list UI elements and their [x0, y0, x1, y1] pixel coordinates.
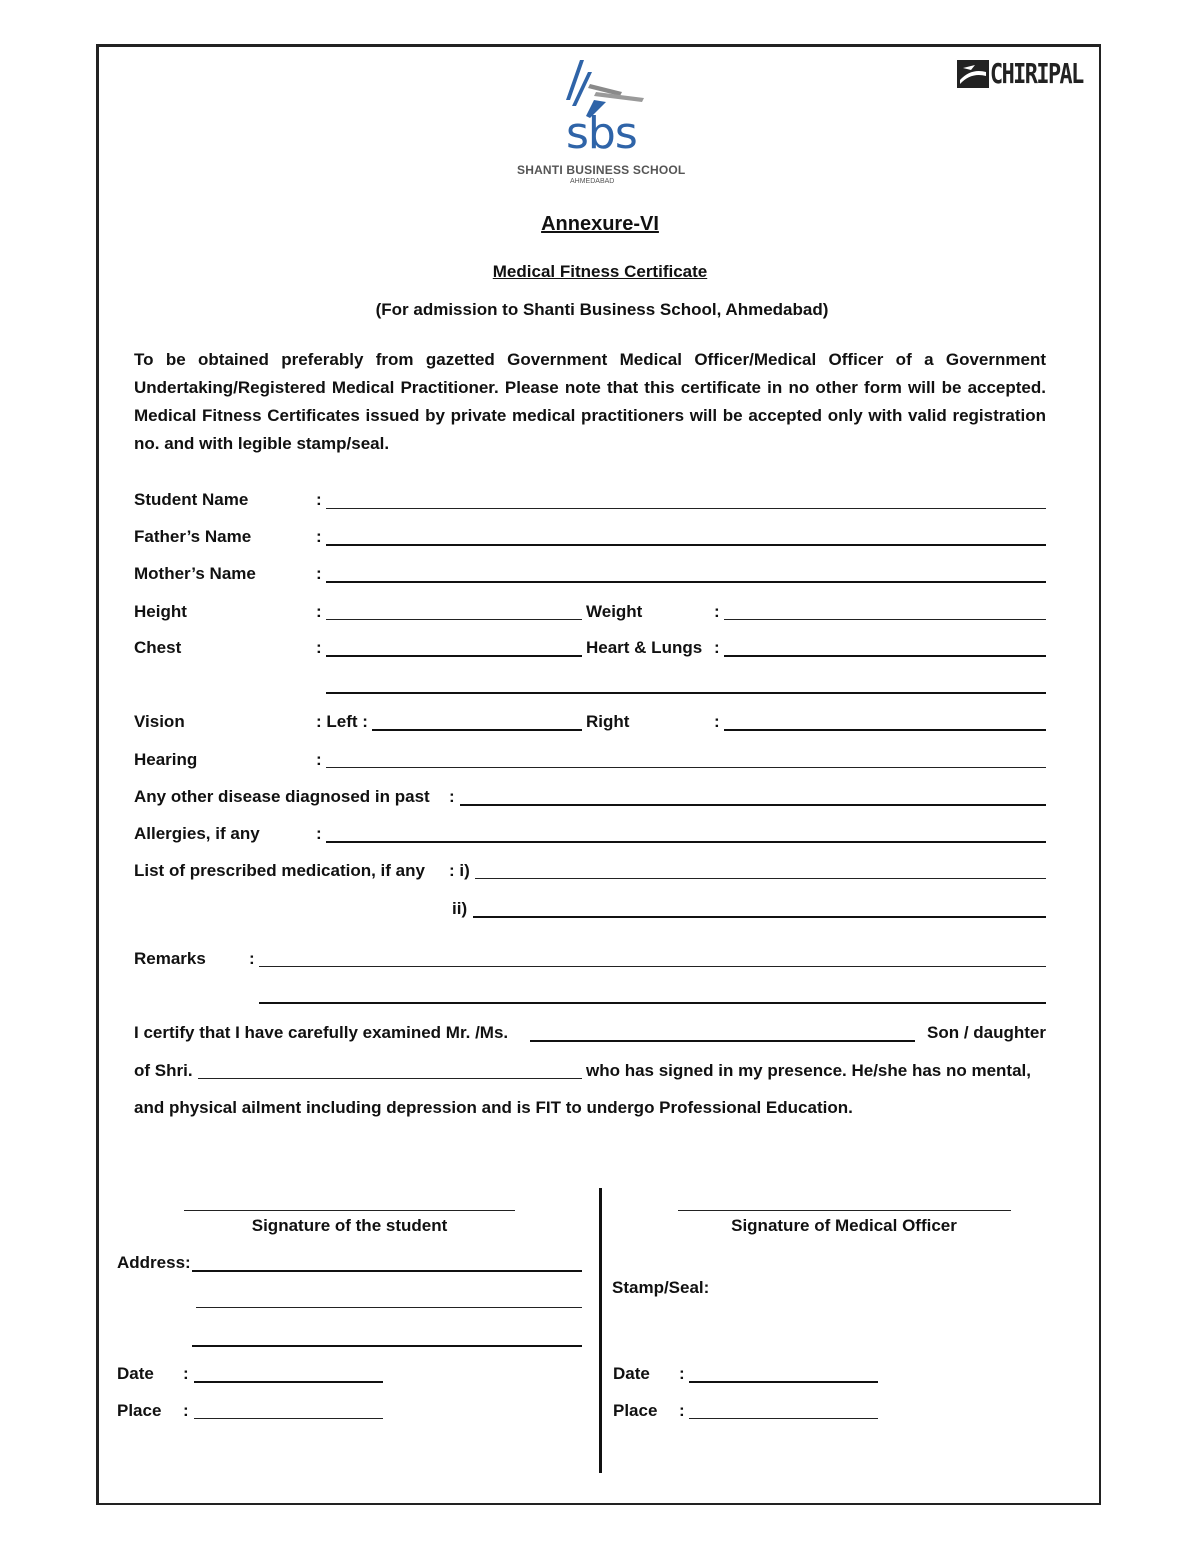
medication-i-field[interactable]	[475, 878, 1046, 879]
mothers-name-label: Mother’s Name	[134, 564, 256, 583]
heart-lungs-label: Heart & Lungs	[586, 638, 703, 657]
fathers-name-colon: :	[316, 527, 322, 546]
chiripal-logo-text: CHIRIPAL	[990, 57, 1083, 90]
allergies-colon: :	[316, 824, 322, 843]
address-field-3[interactable]	[192, 1345, 582, 1347]
remarks-colon: :	[249, 949, 255, 968]
sbs-logo-text: sbs	[566, 108, 637, 159]
medication-label: List of prescribed medication, if any	[134, 861, 425, 880]
student-date-colon: :	[183, 1364, 189, 1383]
officer-place-colon: :	[679, 1401, 685, 1420]
mothers-name-colon: :	[316, 564, 322, 583]
sbs-school-name: SHANTI BUSINESS SCHOOL	[517, 163, 686, 177]
chest-field[interactable]	[326, 655, 582, 657]
height-colon: :	[316, 602, 322, 621]
hearing-colon: :	[316, 750, 322, 769]
remarks-field[interactable]	[259, 966, 1046, 967]
weight-field[interactable]	[724, 619, 1046, 620]
instructions-paragraph: To be obtained preferably from gazetted Government Medical Officer/Medical Officer of a Government Undertaking/Registered Medical Practitioner. Please note that this certificate in no other form will be accepted. Medical Fitness Certificates issued by private medical practitioners will be accepted only with valid registration no. and with legible stamp/seal.	[134, 350, 1046, 453]
allergies-field[interactable]	[326, 841, 1046, 843]
chiripal-logo-mark	[957, 60, 989, 88]
weight-label: Weight	[586, 602, 643, 621]
officer-signature-label: Signature of Medical Officer	[731, 1216, 957, 1235]
student-signature-line[interactable]	[184, 1210, 515, 1211]
annexure-label: Annexure-VI	[541, 213, 659, 235]
vision-label: Vision	[134, 712, 185, 731]
student-name-label: Student Name	[134, 490, 249, 509]
officer-date-label: Date	[613, 1364, 650, 1383]
stamp-seal-label: Stamp/Seal:	[612, 1278, 710, 1297]
annexure-heading	[0, 213, 1200, 236]
certify-text-3: and physical ailment including depression and is FIT to undergo Professional Education.	[134, 1098, 853, 1117]
student-place-label: Place	[117, 1401, 162, 1420]
remarks-label: Remarks	[134, 949, 206, 968]
certificate-title	[0, 262, 1200, 282]
officer-place-label: Place	[613, 1401, 658, 1420]
parent-name-field[interactable]	[198, 1078, 582, 1079]
student-place-colon: :	[183, 1401, 189, 1420]
certify-of-shri: of Shri.	[134, 1061, 193, 1080]
height-label: Height	[134, 602, 187, 621]
certificate-subtitle: (For admission to Shanti Business School, Ahmedabad)	[375, 300, 829, 319]
heart-lungs-field[interactable]	[724, 655, 1046, 657]
allergies-label: Allergies, if any	[134, 824, 260, 843]
height-field[interactable]	[326, 619, 582, 620]
student-name-field[interactable]	[326, 508, 1046, 509]
student-name-colon: :	[316, 490, 322, 509]
chest-label: Chest	[134, 638, 182, 657]
fathers-name-label: Father’s Name	[134, 527, 252, 546]
officer-date-field[interactable]	[689, 1381, 878, 1383]
student-signature-label: Signature of the student	[251, 1216, 448, 1235]
student-date-field[interactable]	[194, 1381, 383, 1383]
student-date-label: Date	[117, 1364, 154, 1383]
chest-colon: :	[316, 638, 322, 657]
weight-colon: :	[714, 602, 720, 621]
hearing-field[interactable]	[326, 767, 1046, 768]
sbs-school-city: AHMEDABAD	[570, 178, 615, 185]
officer-date-colon: :	[679, 1364, 685, 1383]
hearing-label: Hearing	[134, 750, 198, 769]
vision-left-label: : Left :	[316, 712, 368, 731]
medication-ii-label: ii)	[452, 899, 468, 918]
student-place-field[interactable]	[194, 1418, 383, 1419]
vision-right-colon: :	[714, 712, 720, 731]
address-field-2[interactable]	[196, 1307, 582, 1308]
address-label: Address:	[117, 1253, 191, 1272]
other-disease-field[interactable]	[460, 804, 1046, 806]
remarks-field-continued[interactable]	[259, 1002, 1046, 1004]
certificate-title-text: Medical Fitness Certificate	[492, 262, 708, 281]
other-disease-label: Any other disease diagnosed in past	[134, 787, 430, 806]
officer-place-field[interactable]	[689, 1418, 878, 1419]
certify-text-2: who has signed in my presence. He/she has no mental,	[586, 1061, 1031, 1080]
heart-lungs-colon: :	[714, 638, 720, 657]
officer-signature-line[interactable]	[678, 1210, 1011, 1211]
examinee-name-field[interactable]	[530, 1040, 915, 1042]
fathers-name-field[interactable]	[326, 544, 1046, 546]
vision-right-field[interactable]	[724, 729, 1046, 731]
certify-son-daughter: Son / daughter	[927, 1023, 1046, 1042]
certify-text-1: I certify that I have carefully examined Mr. /Ms.	[134, 1023, 509, 1042]
address-field-1[interactable]	[192, 1270, 582, 1272]
medication-ii-field[interactable]	[473, 916, 1046, 918]
other-disease-colon: :	[449, 787, 455, 806]
vision-left-field[interactable]	[372, 729, 582, 731]
medication-i-label: : i)	[449, 861, 470, 880]
heart-lungs-field-continued[interactable]	[326, 692, 1046, 694]
mothers-name-field[interactable]	[326, 581, 1046, 583]
vision-right-label: Right	[586, 712, 630, 731]
